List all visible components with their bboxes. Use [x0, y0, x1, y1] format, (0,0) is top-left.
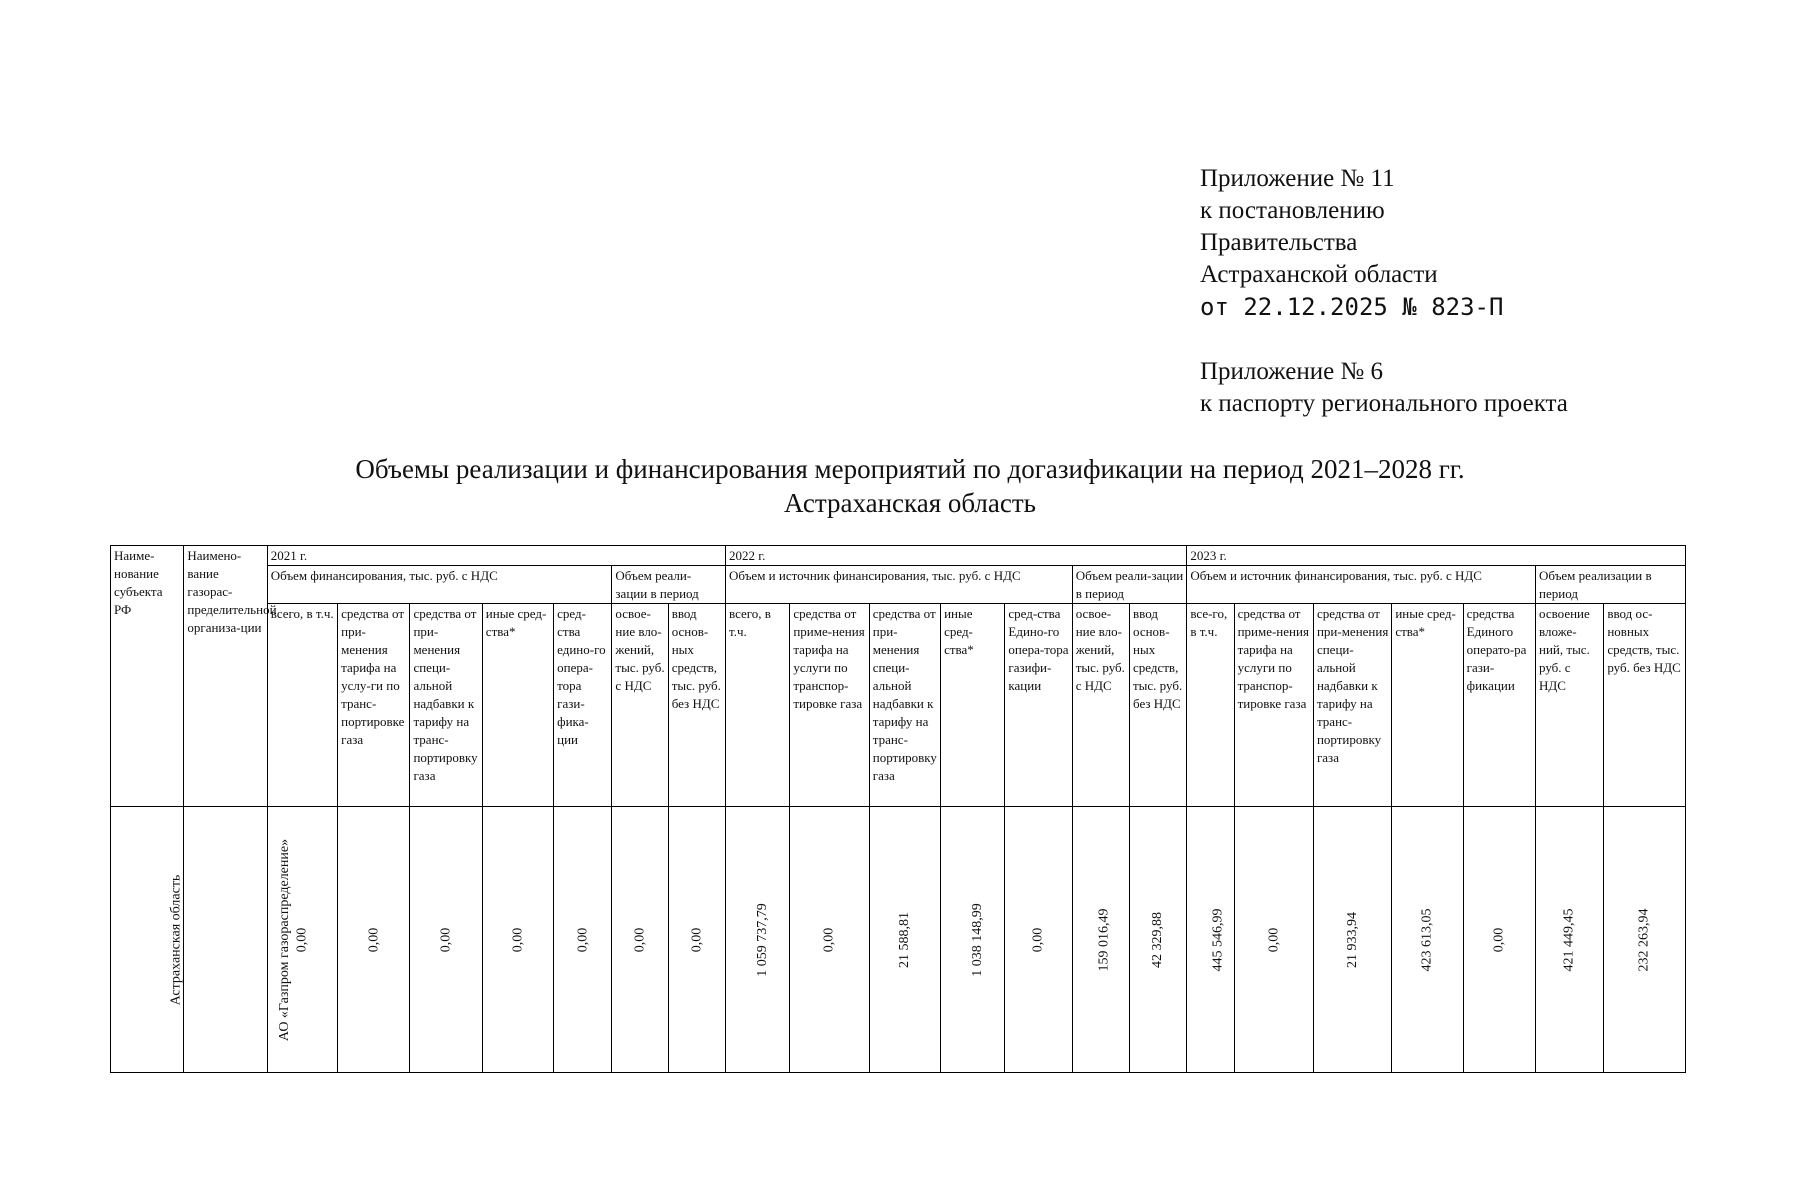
org-name: АО «Газпром газораспределение»: [277, 838, 293, 1042]
title-line-2: Астраханская область: [784, 488, 1036, 518]
header-org: Наимено-вание газорас-пределительной организа-ции: [184, 546, 267, 807]
annex-date-number: от 22.12.2025 № 823-П: [1200, 293, 1504, 321]
value-text: 0,00: [632, 927, 648, 953]
leaf-header-cell: средства от при-менения специ-альной надбавки к тарифу на транс-портировку газа: [410, 604, 482, 807]
leaf-header-cell: всего, в т.ч.: [726, 604, 790, 807]
leaf-header-cell: средства от при-менения тарифа на услу-ги по транс-портировке газа: [338, 604, 410, 807]
value-cell: [1072, 806, 1129, 1072]
value-text: 445 546,99: [1210, 908, 1226, 972]
value-text: 421 449,45: [1561, 908, 1577, 972]
value-text: 42 329,88: [1150, 911, 1166, 968]
annex-ref-line: Астраханской области: [1200, 261, 1438, 288]
org-cell: [184, 806, 293, 1072]
value-text: 0,00: [1491, 927, 1507, 953]
header-2022-financing: Объем и источник финансирования, тыс. руб. с НДС: [726, 566, 1073, 604]
header-2023-realization: Объем реализации в период: [1536, 566, 1686, 604]
leaf-header-cell: средства от приме-нения тарифа на услуги по транспор-тировке газа: [790, 604, 869, 807]
value-cell: [1392, 806, 1463, 1072]
annex-sub-ref: к паспорту регионального проекта: [1200, 390, 1568, 417]
value-text: 1 059 737,79: [754, 903, 770, 977]
value-text: 0,00: [438, 927, 454, 953]
value-text: 0,00: [1265, 927, 1281, 953]
annex-ref-line: к постановлению: [1200, 197, 1385, 224]
value-cell: [1234, 806, 1313, 1072]
annex-ref-line: Правительства: [1200, 229, 1358, 256]
value-cell: [1005, 806, 1072, 1072]
header-subject: Наиме-нование субъекта РФ: [111, 546, 184, 807]
header-2023-financing: Объем и источник финансирования, тыс. руб. с НДС: [1187, 566, 1536, 604]
value-text: 21 933,94: [1344, 911, 1360, 968]
value-text: 0,00: [821, 927, 837, 953]
value-cell: [482, 806, 553, 1072]
header-year-2023: 2023 г.: [1187, 546, 1686, 566]
leaf-header-cell: сред-ства едино-го опера-тора гази-фика-ции: [554, 604, 612, 807]
value-cell: [612, 806, 668, 1072]
leaf-header-cell: иные сред-ства*: [482, 604, 553, 807]
value-cell: [338, 806, 410, 1072]
leaf-header-cell: иные сред-ства*: [941, 604, 1005, 807]
leaf-header-cell: иные сред-ства*: [1392, 604, 1463, 807]
header-year-2022: 2022 г.: [726, 546, 1187, 566]
header-2021-realization: Объем реали-зации в период: [612, 566, 726, 604]
value-text: 423 613,05: [1419, 908, 1435, 972]
annex-number: Приложение № 11: [1200, 165, 1395, 192]
table-row: [111, 806, 1686, 1072]
value-cell: [790, 806, 869, 1072]
value-cell: [1187, 806, 1234, 1072]
value-cell: [410, 806, 482, 1072]
leaf-header-cell: средства от при-менения специ-альной надбавки к тарифу на транс-портировку газа: [1313, 604, 1391, 807]
leaf-header-cell: всего, в т.ч.: [267, 604, 337, 807]
value-text: 0,00: [294, 927, 310, 953]
subject-cell: [111, 806, 184, 1072]
value-text: 21 588,81: [896, 911, 912, 968]
value-cell: [1536, 806, 1604, 1072]
leaf-header-row: [111, 604, 1686, 807]
value-text: 232 263,94: [1636, 908, 1652, 972]
annex-main-block: [1200, 163, 1680, 323]
title-line-1: Объемы реализации и финансирования мероприятий по догазификации на период 2021–2028 гг.: [355, 454, 1465, 484]
value-text: 0,00: [1030, 927, 1046, 953]
leaf-header-cell: освое-ние вло-жений, тыс. руб. с НДС: [1072, 604, 1129, 807]
value-cell: [668, 806, 725, 1072]
value-text: 1 038 148,99: [969, 903, 985, 977]
value-cell: [1130, 806, 1187, 1072]
leaf-header-cell: средства Единого операто-ра гази-фикации: [1463, 604, 1535, 807]
leaf-header-cell: освое-ние вло-жений, тыс. руб. с НДС: [612, 604, 668, 807]
header-2021-financing: Объем финансирования, тыс. руб. с НДС: [267, 566, 612, 604]
value-cell: [941, 806, 1005, 1072]
leaf-header-cell: ввод основ-ных средств, тыс. руб. без НДС: [1130, 604, 1187, 807]
leaf-header-cell: сред-ства Едино-го опера-тора газифи-кации: [1005, 604, 1072, 807]
value-text: 0,00: [365, 927, 381, 953]
header-year-2021: 2021 г.: [267, 546, 725, 566]
annex-sub-block: [1200, 356, 1680, 420]
header-2022-realization: Объем реали-зации в период: [1072, 566, 1187, 604]
subject-name: Астраханская область: [168, 874, 184, 1006]
value-cell: [1463, 806, 1535, 1072]
leaf-header-cell: средства от при-менения специ-альной надбавки к тарифу на транс-портировку газа: [869, 604, 940, 807]
leaf-header-cell: средства от приме-нения тарифа на услуги по транспор-тировке газа: [1234, 604, 1313, 807]
annex-sub-number: Приложение № 6: [1200, 358, 1384, 385]
leaf-header-cell: ввод основ-ных средств, тыс. руб. без НДС: [668, 604, 725, 807]
value-cell: [554, 806, 612, 1072]
value-text: 0,00: [509, 927, 525, 953]
leaf-header-cell: ввод ос-новных средств, тыс. руб. без НДС: [1604, 604, 1686, 807]
value-cell: [869, 806, 940, 1072]
value-text: 0,00: [574, 927, 590, 953]
financing-table: [110, 545, 1686, 1073]
value-text: 0,00: [688, 927, 704, 953]
value-cell: [1313, 806, 1391, 1072]
value-cell: [1604, 806, 1686, 1072]
leaf-header-cell: все-го, в т.ч.: [1187, 604, 1234, 807]
value-text: 159 016,49: [1096, 908, 1112, 972]
document-title: [0, 452, 1820, 520]
leaf-header-cell: освоение вложе-ний, тыс. руб. с НДС: [1536, 604, 1604, 807]
value-cell: [726, 806, 790, 1072]
